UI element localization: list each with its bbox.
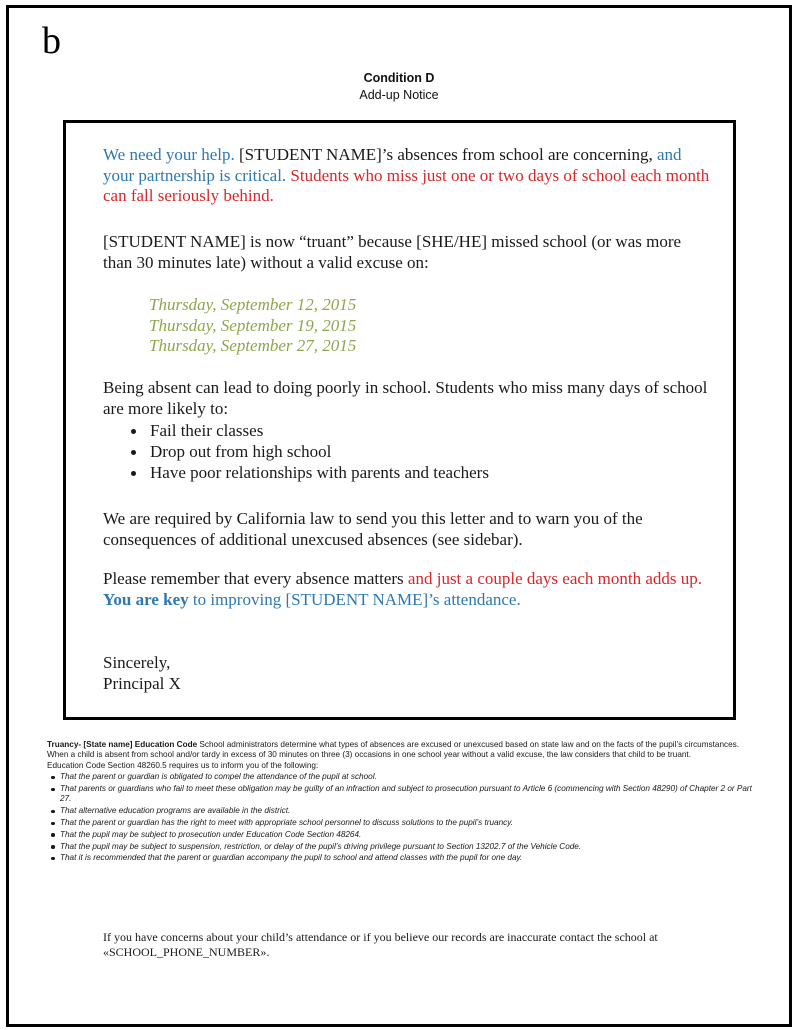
contact-paragraph: If you have concerns about your child’s attendance or if you believe our records are inaccurate contact the school at «SCHOOL_PHONE_NUMBER». bbox=[103, 930, 658, 959]
truant-paragraph: [STUDENT NAME] is now “truant” because [SHE/HE] missed school (or was more than 30 minutes late) without a valid excuse on: bbox=[103, 232, 682, 272]
list-item: That the parent or guardian is obligated to compel the attendance of the pupil at school. bbox=[47, 772, 759, 782]
truancy-text: School administrators determine what types of absences are excused or unexcused based on state law and on the facts of the pupil’s circumstances. When a child is absent from school and/or tardy in excess of 30 minutes on three (3) occasions in one school year without a valid excuse, the law considers that child to be truant. bbox=[47, 740, 740, 760]
letter-box bbox=[63, 120, 736, 720]
consequence-list bbox=[103, 421, 489, 484]
list-item: That alternative education programs are available in the district. bbox=[47, 806, 759, 816]
warning-phrase: Students who miss just one or two days of school each month can fall seriously behind. bbox=[103, 165, 710, 205]
absence-date: Thursday, September 19, 2015 bbox=[149, 315, 357, 335]
notice-list bbox=[47, 772, 759, 863]
absences-phrase: [STUDENT NAME]’s absences from school are concerning, bbox=[234, 145, 657, 164]
absence-date: Thursday, September 27, 2015 bbox=[149, 336, 357, 355]
law-paragraph: We are required by California law to send you this letter and to warn you of the consequences of additional unexcused absences (see sidebar). bbox=[103, 509, 643, 549]
remember-lead: Please remember that every absence matters bbox=[103, 569, 408, 588]
condition-subtitle: Add-up Notice bbox=[359, 88, 439, 102]
improving-phrase: to improving [STUDENT NAME]’s attendance. bbox=[188, 589, 521, 609]
list-item: That the pupil may be subject to suspension, restriction, or delay of the pupil’s driving privilege pursuant to Section 13202.7 of the Vehicle Code. bbox=[47, 842, 759, 852]
absent-paragraph: Being absent can lead to doing poorly in school. Students who miss many days of school are more likely to: bbox=[103, 378, 708, 418]
truancy-paragraph bbox=[47, 740, 759, 761]
partnership-phrase: and your partnership is critical. bbox=[103, 145, 682, 185]
list-item: Fail their classes bbox=[103, 421, 489, 442]
list-item: That the parent or guardian has the right to meet with appropriate school personnel to discuss solutions to the pupil’s truancy. bbox=[47, 818, 759, 828]
absence-dates bbox=[149, 295, 356, 357]
adds-up-phrase: and just a couple days each month adds up. bbox=[407, 569, 703, 588]
help-phrase: We need your help. bbox=[103, 145, 235, 164]
panel-label: b bbox=[42, 20, 61, 62]
list-item: That it is recommended that the parent or guardian accompany the pupil to school and attend classes with the pupil for one day. bbox=[47, 853, 759, 863]
list-item: Have poor relationships with parents and teachers bbox=[103, 463, 489, 484]
truancy-heading: Truancy- [State name] Education Code bbox=[47, 740, 198, 749]
condition-title: Condition D bbox=[363, 71, 435, 85]
remember-paragraph bbox=[103, 569, 713, 610]
signoff bbox=[103, 653, 181, 694]
closing: Sincerely, bbox=[103, 653, 171, 672]
you-are-key-phrase: You are key bbox=[103, 589, 189, 609]
list-item: That parents or guardians who fail to meet these obligation may be guilty of an infraction and subject to prosecution pursuant to Article 6 (commencing with Section 48290) of Chapter 2 or Part 27. bbox=[47, 784, 759, 805]
list-item: That the pupil may be subject to prosecution under Education Code Section 48264. bbox=[47, 830, 759, 840]
list-item: Drop out from high school bbox=[103, 442, 489, 463]
education-code-intro: Education Code Section 48260.5 requires us to inform you of the following: bbox=[47, 760, 319, 770]
intro-paragraph bbox=[103, 145, 713, 207]
absence-date: Thursday, September 12, 2015 bbox=[149, 295, 357, 314]
signature: Principal X bbox=[103, 673, 181, 693]
truancy-sidebar bbox=[47, 740, 759, 864]
